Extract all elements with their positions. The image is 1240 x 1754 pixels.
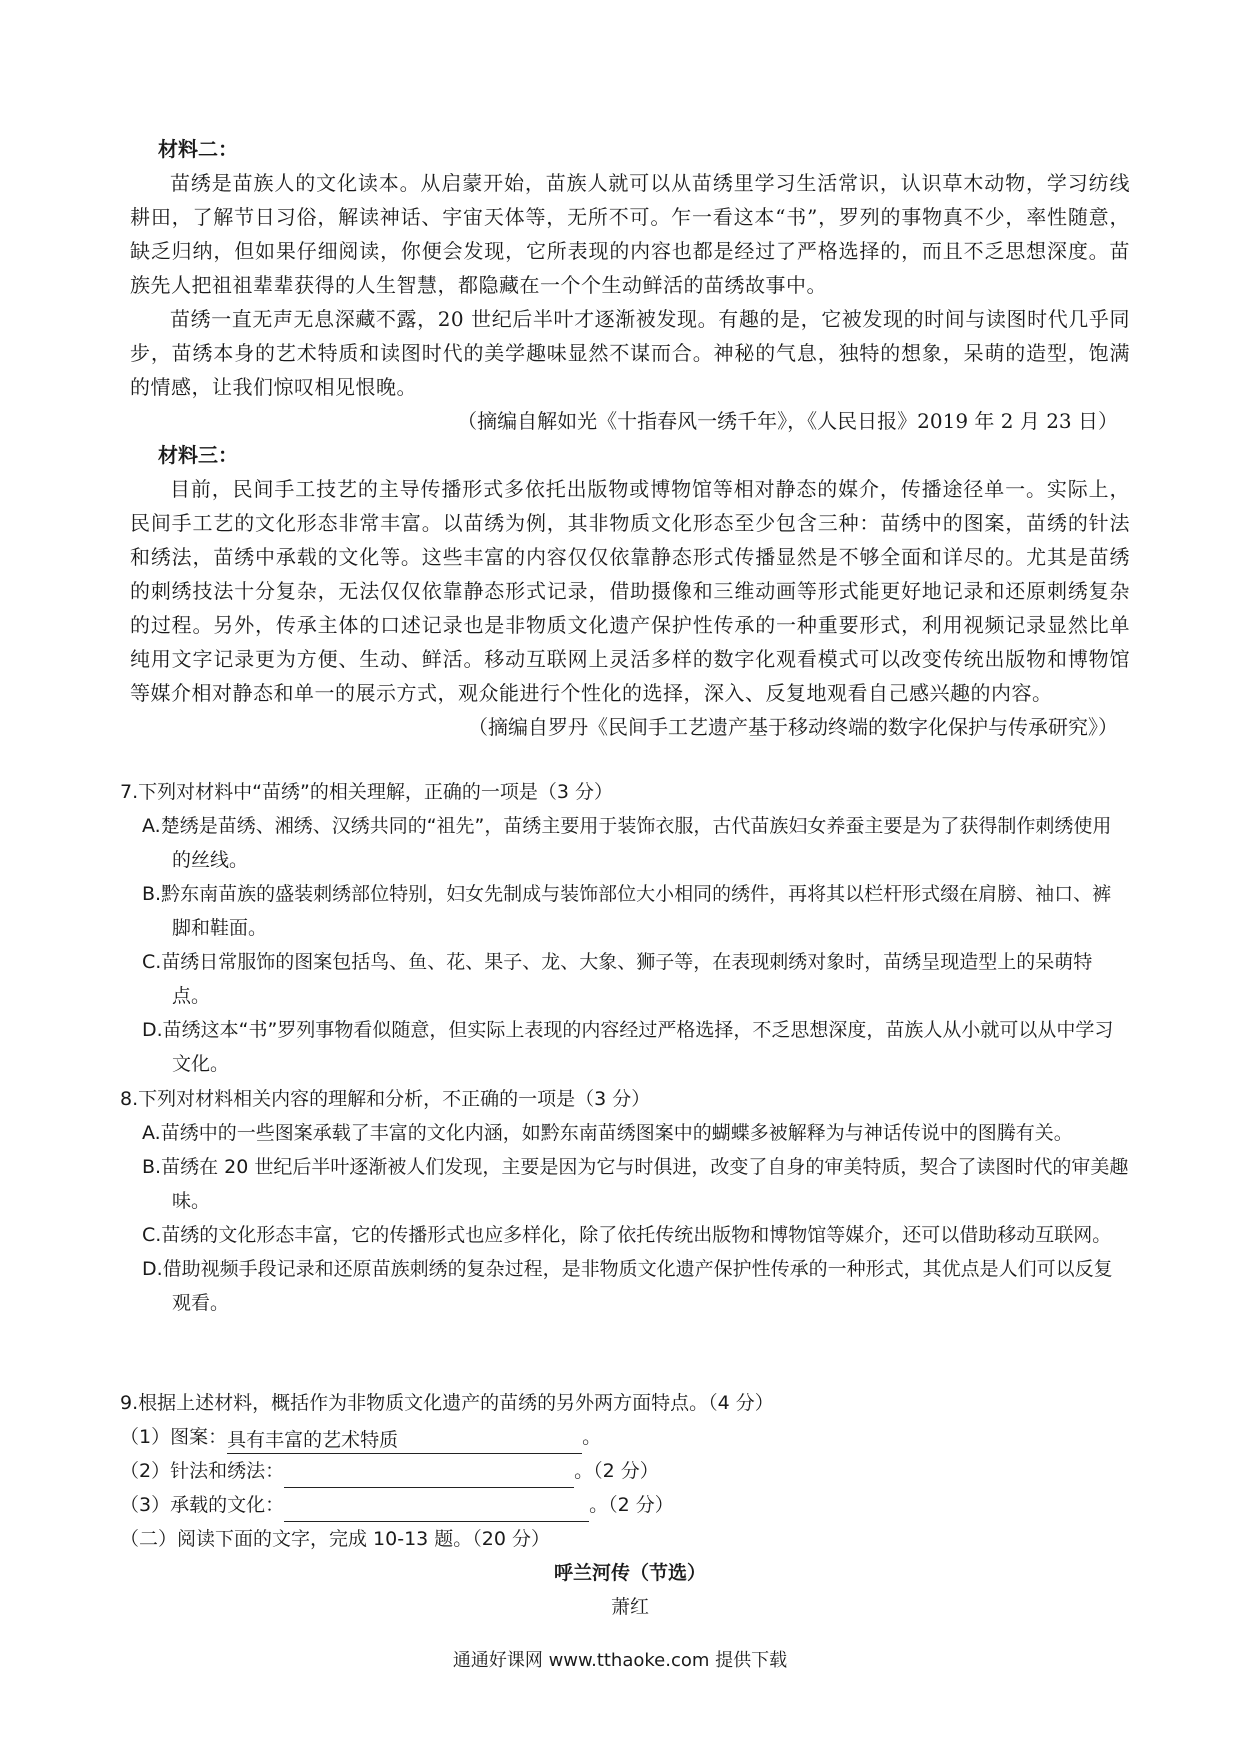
question-8-option-a: A.苗绣中的一些图案承载了丰富的文化内涵，如黔东南苗绣图案中的蝴蝶多被解释为与神话传说中的图腾有关。 [142,1122,1073,1144]
material-three-heading: 材料三： [158,443,238,467]
question-8-option-c: C.苗绣的文化形态丰富，它的传播形式也应多样化，除了依托传统出版物和博物馆等媒介，还可以借助移动互联网。 [142,1224,1112,1246]
question-8 [120,1082,1130,1320]
question-7-option-a: A.楚绣是苗绣、湘绣、汉绣共同的“祖先”，苗绣主要用于装饰衣服，古代苗族妇女养蚕主要是为了获得制作刺绣使用的丝线。 [142,815,1112,871]
question-9-item-1 [120,1420,1130,1454]
section-two [120,1522,1130,1624]
question-9-stem: 9.根据上述材料，概括作为非物质文化遗产的苗绣的另外两方面特点。（4 分） [120,1392,774,1414]
material-two-heading: 材料二： [158,137,238,161]
question-7-option-c: C.苗绣日常服饰的图案包括鸟、鱼、花、果子、龙、大象、狮子等，在表现刺绣对象时，苗绣呈现造型上的呆萌特点。 [142,951,1093,1007]
question-9-item-1-end: 。 [582,1426,602,1448]
question-9-item-2-end: 。（2 分） [574,1460,659,1482]
question-9-item-1-label: （1）图案： [120,1426,228,1448]
question-7 [120,775,1130,1081]
question-9-item-3-label: （3）承载的文化： [120,1494,285,1516]
passage-title: 呼兰河传（节选） [553,1562,706,1584]
question-7-stem: 7.下列对材料中“苗绣”的相关理解，正确的一项是（3 分） [120,781,613,803]
page-footer: 通通好课网 www.tthaoke.com 提供下载 [452,1650,788,1671]
question-9-item-2-label: （2）针法和绣法： [120,1460,285,1482]
question-9-item-1-answer[interactable]: 具有丰富的艺术特质 [227,1427,582,1454]
question-9-item-3-end: 。（2 分） [589,1494,674,1516]
question-7-option-b: B.黔东南苗族的盛装刺绣部位特别，妇女先制成与装饰部位大小相同的绣件，再将其以栏杆形式缀在肩膀、袖口、裤脚和鞋面。 [142,883,1112,939]
question-9-item-3-blank[interactable] [284,1495,589,1522]
question-9-item-2 [120,1454,1130,1488]
material-two [130,132,1130,438]
question-9-item-2-blank[interactable] [284,1461,574,1488]
question-8-stem: 8.下列对材料相关内容的理解和分析，不正确的一项是（3 分） [120,1088,651,1110]
material-two-source: （摘编自解如光《十指春风一绣千年》，《人民日报》2019 年 2 月 23 日） [457,409,1118,433]
material-two-paragraph: 苗绣是苗族人的文化读本。从启蒙开始，苗族人就可以从苗绣里学习生活常识，认识草木动物，学习纺线耕田，了解节日习俗，解读神话、宇宙天体等，无所不可。乍一看这本“书”，罗列的事物真不少，率性随意，缺乏归纳，但如果仔细阅读，你便会发现，它所表现的内容也都是经过了严格选择的，而且不乏思想深度。苗族先人把祖祖辈辈获得的人生智慧，都隐藏在一个个生动鲜活的苗绣故事中。 [130,171,1130,297]
question-9-item-3 [120,1488,1130,1522]
question-8-option-d: D.借助视频手段记录和还原苗族刺绣的复杂过程，是非物质文化遗产保护性传承的一种形式，其优点是人们可以反复观看。 [142,1258,1113,1314]
material-three-paragraph: 目前，民间手工技艺的主导传播形式多依托出版物或博物馆等相对静态的媒介，传播途径单一。实际上，民间手工艺的文化形态非常丰富。以苗绣为例，其非物质文化形态至少包含三种：苗绣中的图案，苗绣的针法和绣法，苗绣中承载的文化等。这些丰富的内容仅仅依靠静态形式传播显然是不够全面和详尽的。尤其是苗绣的刺绣技法十分复杂，无法仅仅依靠静态形式记录，借助摄像和三维动画等形式能更好地记录和还原刺绣复杂的过程。另外，传承主体的口述记录也是非物质文化遗产保护性传承的一种重要形式，利用视频记录显然比单纯用文字记录更为方便、生动、鲜活。移动互联网上灵活多样的数字化观看模式可以改变传统出版物和博物馆等媒介相对静态和单一的展示方式，观众能进行个性化的选择，深入、反复地观看自己感兴趣的内容。 [130,477,1130,705]
question-7-option-d: D.苗绣这本“书”罗列事物看似随意，但实际上表现的内容经过严格选择，不乏思想深度，苗族人从小就可以从中学习文化。 [142,1019,1114,1075]
section-two-intro: （二）阅读下面的文字，完成 10-13 题。（20 分） [120,1528,551,1550]
question-8-option-b: B.苗绣在 20 世纪后半叶逐渐被人们发现，主要是因为它与时俱进，改变了自身的审美特质，契合了读图时代的审美趣味。 [142,1156,1129,1212]
passage-author: 萧红 [610,1596,649,1618]
material-three [130,438,1130,744]
material-three-source: （摘编自罗丹《民间手工艺遗产基于移动终端的数字化保护与传承研究》） [468,715,1118,739]
material-two-paragraph: 苗绣一直无声无息深藏不露，20 世纪后半叶才逐渐被发现。有趣的是，它被发现的时间与读图时代几乎同步，苗绣本身的艺术特质和读图时代的美学趣味显然不谋而合。神秘的气息，独特的想象，呆萌的造型，饱满的情感，让我们惊叹相见恨晚。 [130,307,1130,399]
question-9 [120,1386,1130,1522]
